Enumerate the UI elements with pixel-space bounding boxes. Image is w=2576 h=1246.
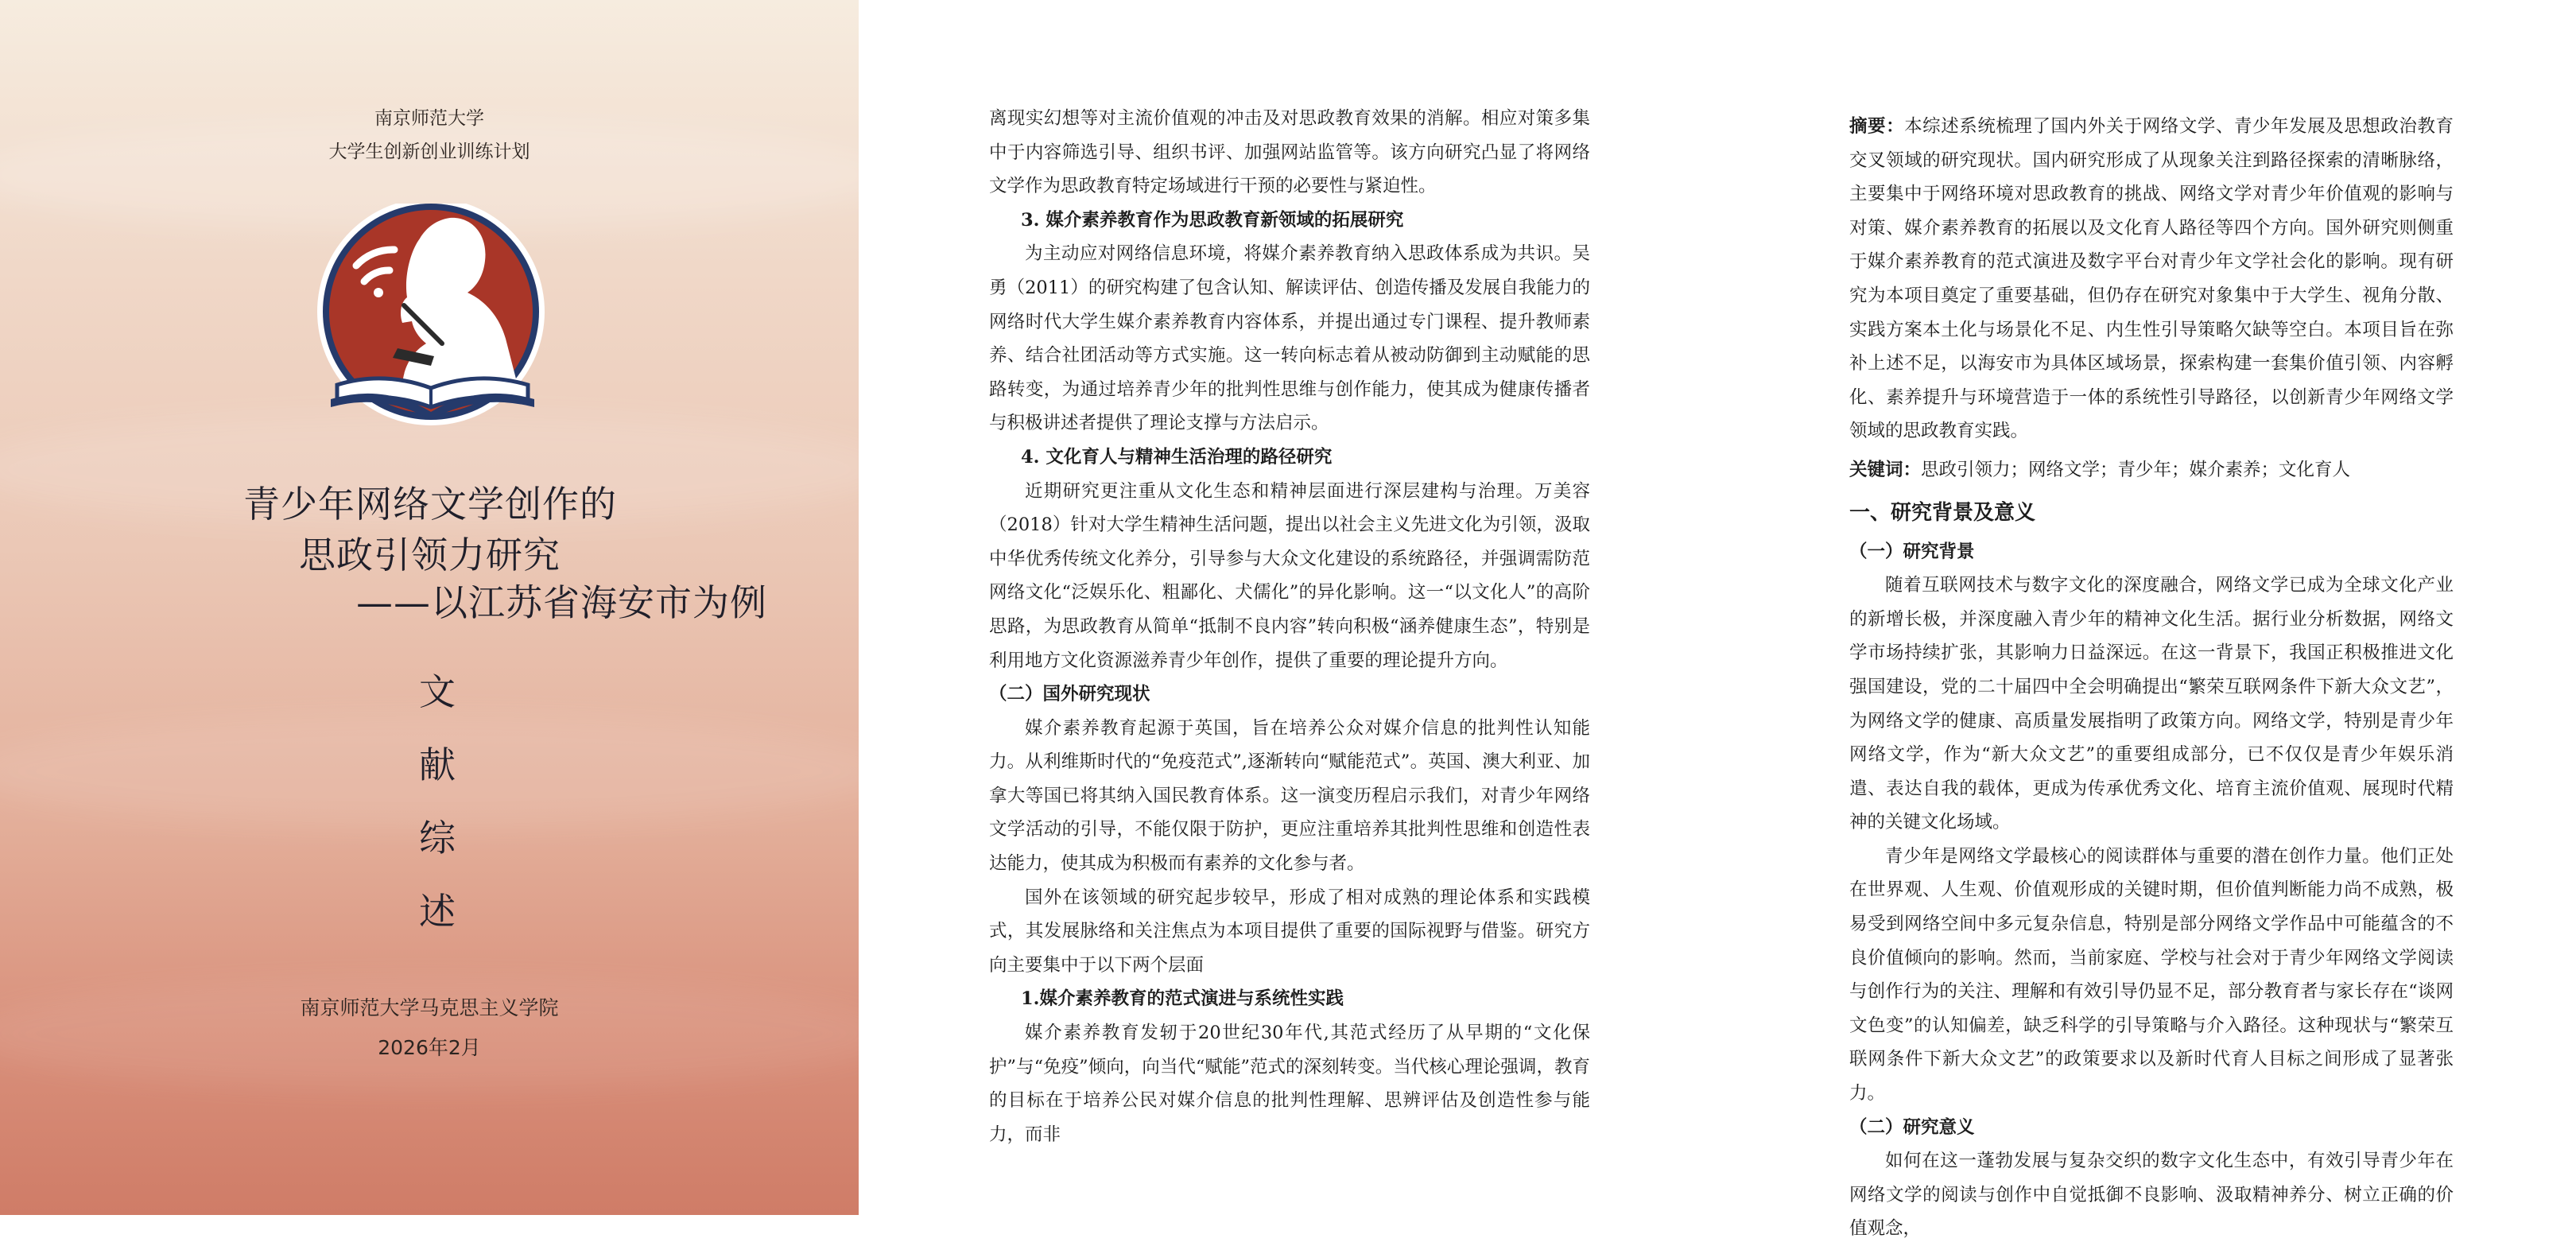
subsection-heading: 4. 文化育人与精神生活治理的路径研究 — [1021, 446, 1333, 468]
section-heading: 一、研究背景及意义 — [1849, 500, 2036, 525]
cover-date: 2026年2月 — [378, 1036, 481, 1059]
keywords-text: 思政引领力；网络文学；青少年；媒介素养；文化育人 — [1921, 459, 2351, 480]
body-paragraph: 近期研究更注重从文化生态和精神层面进行深层建构与治理。万美容（2018）针对大学生精神生活问题，提出以社会主义先进文化为引领，汲取中华优秀传统文化养分，引导参与大众文化建设的系统路径，并强调需防范网络文化“泛娱乐化、粗鄙化、犬儒化”的异化影响。这一“以文化人”的高阶思路，为思政教育从简单“抵制不良内容”转向积极“涵养健康生态”，特别是利用地方文化资源滋养青少年创作，提供了重要的理论提升方向。 — [989, 480, 1590, 671]
cover-school: 南京师范大学马克思主义学院 — [300, 996, 559, 1019]
cover-title-line2: 思政引领力研究 — [299, 534, 561, 576]
abstract — [1849, 110, 2454, 448]
document-page-right — [1849, 110, 2454, 1246]
cover-program: 大学生创新创业训练计划 — [328, 142, 530, 162]
cover-title-line1: 青少年网络文学创作的 — [243, 483, 617, 526]
body-paragraph: 为主动应对网络信息环境，将媒介素养教育纳入思政体系成为共识。吴勇（2011）的研究构建了包含认知、解读评估、创造传播及发展自我能力的网络时代大学生媒介素养教育内容体系，并提出通过专门课程、提升教师素养、结合社团活动等方式实施。这一转向标志着从被动防御到主动赋能的思路转变，为通过培养青少年的批判性思维与创作能力，使其成为健康传播者与积极讲述者提供了理论支撑与方法启示。 — [989, 243, 1590, 434]
subsection-heading: （一）研究背景 — [1849, 541, 1975, 562]
cover-doc-type-char: 文 — [419, 670, 456, 713]
subsection-heading: 1.媒介素养教育的范式演进与系统性实践 — [1021, 988, 1344, 1010]
project-logo — [315, 204, 553, 442]
cover-university: 南京师范大学 — [374, 108, 484, 129]
keywords-label: 关键词： — [1849, 459, 1922, 480]
abstract-text: 本综述系统梳理了国内外关于网络文学、青少年发展及思想政治教育交叉领域的研究现状。国内研究形成了从现象关注到路径探索的清晰脉络，主要集中于网络环境对思政教育的挑战、网络文学对青少年价值观的影响与对策、媒介素养教育的拓展以及文化育人路径等四个方向。国外研究则侧重于媒介素养教育的范式演进及数字平台对青少年文学社会化的影响。现有研究为本项目奠定了重要基础，但仍存在研究对象集中于大学生、视角分散、实践方案本土化与场景化不足、内生性引导策略欠缺等空白。本项目旨在弥补上述不足，以海安市为具体区域场景，探索构建一套集价值引领、内容孵化、素养提升与环境营造于一体的系统性引导路径，以创新青少年网络文学领域的思政教育实践。 — [1849, 116, 2454, 442]
subsection-heading: （二）国外研究现状 — [989, 684, 1150, 705]
cover-title-line3: ——以江苏省海安市为例 — [356, 581, 767, 624]
logo-emblem — [315, 204, 553, 442]
cover-doc-type-char: 献 — [419, 743, 456, 786]
subsection-heading: （二）研究意义 — [1849, 1116, 1975, 1138]
cover-doc-type-char: 综 — [419, 817, 456, 860]
body-paragraph: 离现实幻想等对主流价值观的冲击及对思政教育效果的消解。相应对策多集中于内容筛选引导、组织书评、加强网站监管等。该方向研究凸显了将网络文学作为思政教育特定场域进行干预的必要性与紧迫性。 — [989, 108, 1590, 197]
cover-page — [0, 0, 859, 1215]
body-paragraph: 媒介素养教育起源于英国，旨在培养公众对媒介信息的批判性认知能力。从利维斯时代的“免疫范式”,逐渐转向“赋能范式”。英国、澳大利亚、加拿大等国已将其纳入国民教育体系。这一演变历程启示我们，对青少年网络文学活动的引导，不能仅限于防护，更应注重培养其批判性思维和创造性表达能力，使其成为积极而有素养的文化参与者。 — [989, 717, 1590, 875]
body-paragraph: 媒介素养教育发轫于20世纪30年代,其范式经历了从早期的“文化保护”与“免疫”倾向，向当代“赋能”范式的深刻转变。当代核心理论强调，教育的目标在于培养公民对媒介信息的批判性理解、思辨评估及创造性参与能力，而非 — [989, 1023, 1590, 1145]
body-paragraph: 国外在该领域的研究起步较早，形成了相对成熟的理论体系和实践模式，其发展脉络和关注焦点为本项目提供了重要的国际视野与借鉴。研究方向主要集中于以下两个层面 — [989, 887, 1590, 976]
document-page-middle — [989, 102, 1590, 1151]
abstract-label: 摘要： — [1849, 116, 1905, 137]
body-paragraph: 青少年是网络文学最核心的阅读群体与重要的潜在创作力量。他们正处在世界观、人生观、价值观形成的关键时期，但价值判断能力尚不成熟，极易受到网络空间中多元复杂信息，特别是部分网络文学作品中可能蕴含的不良价值倾向的影响。然而，当前家庭、学校与社会对于青少年网络文学阅读与创作行为的关注、理解和有效引导仍显不足，部分教育者与家长存在“谈网文色变”的认知偏差，缺乏科学的引导策略与介入路径。这种现状与“繁荣互联网条件下新大众文艺”的政策要求以及新时代育人目标之间形成了显著张力。 — [1849, 845, 2454, 1104]
body-paragraph: 随着互联网技术与数字文化的深度融合，网络文学已成为全球文化产业的新增长极，并深度融入青少年的精神文化生活。据行业分析数据，网络文学市场持续扩张，其影响力日益深远。在这一背景下，我国正积极推进文化强国建设，党的二十届四中全会明确提出“繁荣互联网条件下新大众文艺”，为网络文学的健康、高质量发展指明了政策方向。网络文学，特别是青少年网络文学，作为“新大众文艺”的重要组成部分，已不仅仅是青少年娱乐消遣、表达自我的载体，更成为传承优秀文化、培育主流价值观、展现时代精神的关键文化场域。 — [1849, 575, 2454, 833]
keywords — [1849, 453, 2454, 487]
body-paragraph: 如何在这一蓬勃发展与复杂交织的数字文化生态中，有效引导青少年在网络文学的阅读与创作中自觉抵御不良影响、汲取精神养分、树立正确的价值观念， — [1849, 1151, 2454, 1240]
subsection-heading: 3. 媒介素养教育作为思政教育新领域的拓展研究 — [1021, 209, 1404, 231]
cover-doc-type-char: 述 — [419, 890, 456, 933]
